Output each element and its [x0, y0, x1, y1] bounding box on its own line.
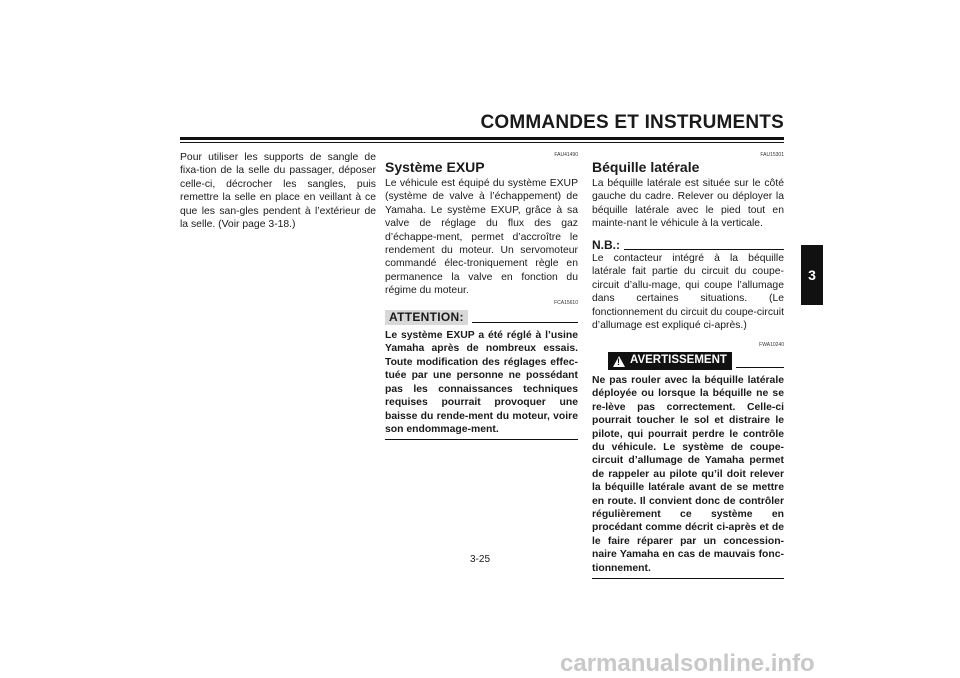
section-heading-sidestand: Béquille latérale — [592, 159, 700, 175]
page-header-title: COMMANDES ET INSTRUMENTS — [480, 112, 784, 133]
attention-label: ATTENTION: — [385, 310, 468, 325]
watermark: carmanualsonline.info — [560, 650, 815, 677]
warning-text: Ne pas rouler avec la béquille latérale déployée ou lorsque la béquille ne se re-lève pas correctement. Celle-ci pourrait toucher le sol et distraire le pilote, qui pourrait perdre le contrôle du véhicule. Le système de coupe-circuit d’allumage de Yamaha permet de rappeler au pilote qu’il doit relever la béquille latérale avant de se mettre en route. Il convient donc de contrôler régulièrement ce système en procédant comme décrit ci-après et de le faire réparer par un concession-naire Yamaha en cas de mauvais fonc-tionnement. — [592, 374, 784, 574]
warning-label: AVERTISSEMENT — [630, 354, 727, 367]
header-rule — [180, 137, 784, 140]
header-rule-thin — [180, 142, 784, 143]
warning-code: FWA10240 — [759, 342, 784, 349]
column-middle — [385, 150, 578, 440]
attention-rule — [472, 322, 578, 323]
paragraph-exup: Le véhicule est équipé du système EXUP (système de valve à l’échappement) de Yamaha. Le système EXUP, grâce à sa valve de réglage du flux des gaz d’échappe-ment, permet d’accroître le rendement du moteur. Un servomoteur commandé élec-troniquement règle en permanence la valve en fonction du régime du moteur. — [385, 178, 578, 297]
nb-rule — [624, 249, 784, 250]
warning-triangle-icon: ! — [613, 356, 625, 367]
attention-code: FCA15610 — [554, 299, 578, 306]
warning-end-rule — [592, 578, 784, 579]
chapter-tab: 3 — [801, 245, 823, 305]
attention-text: Le système EXUP a été réglé à l’usine Yamaha après de nombreux essais. Toute modification des réglages effec-tuée par une personne ne possédant pas les connaissances techniques requises pourrait provoquer une baisse du rende-ment du moteur, voire son endommage-ment. — [385, 330, 578, 435]
warning-rule — [736, 367, 784, 368]
section-code: FAU41490 — [554, 152, 578, 158]
paragraph-strap-hooks: Pour utiliser les supports de sangle de fixa-tion de la selle du passager, déposer celle-ci, décrocher les sangles, puis remettre la selle en place en veillant à ce que les san-gles pendent à l’extérieur de la selle. (Voir page 3-18.) — [180, 152, 376, 231]
attention-end-rule — [385, 439, 578, 440]
section-code: FAU15301 — [760, 152, 784, 158]
attention-header — [385, 310, 578, 325]
column-right — [592, 150, 784, 579]
paragraph-sidestand: La béquille latérale est située sur le côté gauche du cadre. Relever ou déployer la béquille latérale avec le pied tout en mainte-nant le véhicule à la verticale. — [592, 178, 784, 230]
nb-header — [592, 239, 784, 252]
warning-header — [608, 352, 784, 369]
column-left — [180, 151, 376, 231]
section-heading-exup: Système EXUP — [385, 159, 485, 175]
warning-badge — [608, 352, 732, 369]
nb-text: Le contacteur intégré à la béquille latérale fait partie du circuit du coupe-circuit d’allu-mage, qui coupe l’allumage dans certaines situations. (Le fonctionnement du circuit du coupe-circuit d’allumage est expliqué ci-après.) — [592, 253, 784, 332]
nb-label: N.B.: — [592, 237, 620, 252]
page-number: 3-25 — [469, 554, 490, 565]
